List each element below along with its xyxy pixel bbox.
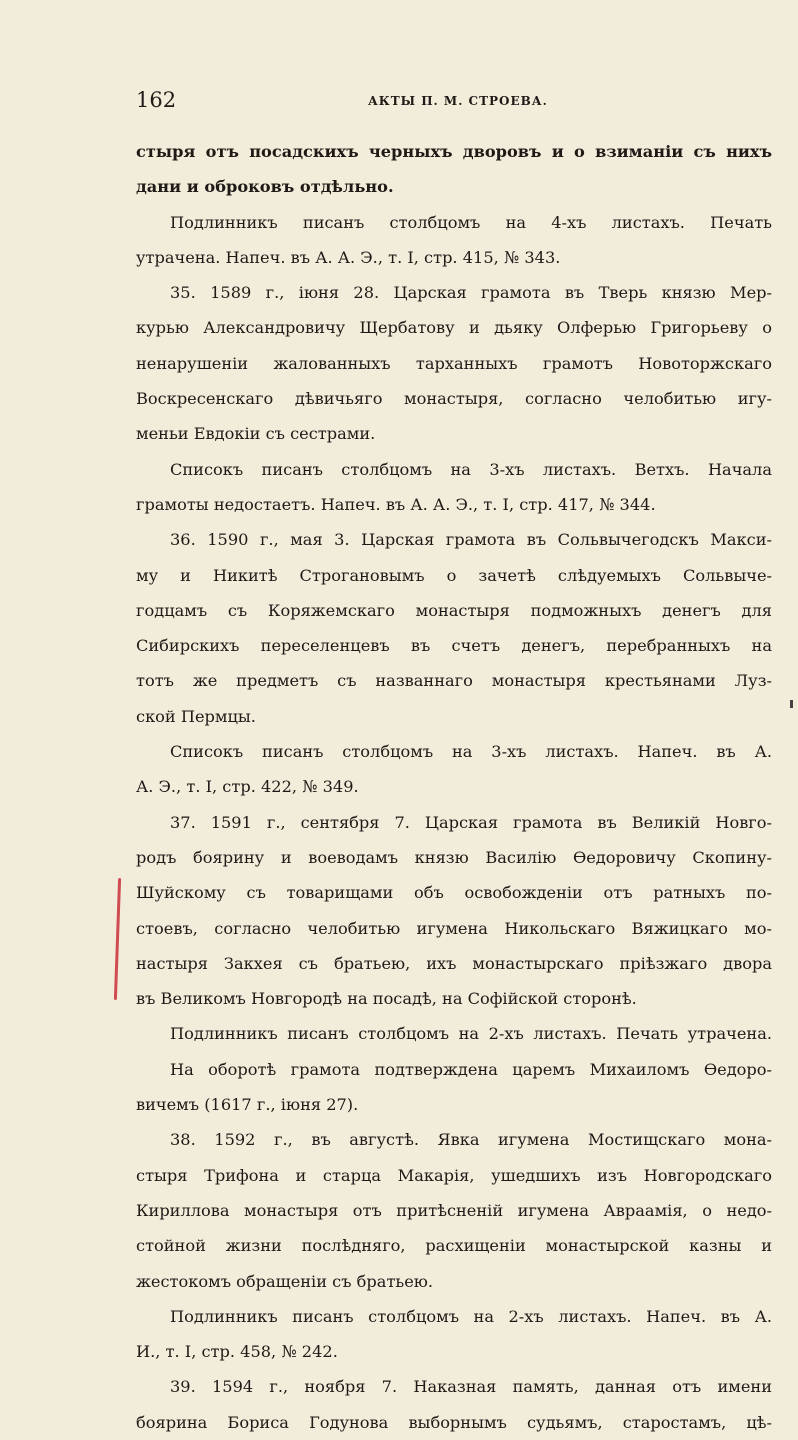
text-line: 35. 1589 г., іюня 28. Царская грамота въ Тверь князю Мер- — [170, 283, 772, 303]
text-line: меньи Евдокіи съ сестрами. — [136, 424, 376, 444]
running-head: АКТЫ П. М. СТРОЕВА. — [368, 94, 548, 108]
text-line: въ Великомъ Новгородѣ на посадѣ, на Софійской сторонѣ. — [136, 989, 637, 1009]
text-line: грамоты недостаетъ. Напеч. въ А. А. Э., т. I, стр. 417, № 344. — [136, 494, 656, 514]
margin-dot — [790, 700, 793, 708]
text-line: курью Александровичу Щербатову и дьяку Олферью Григорьеву о — [136, 318, 772, 338]
text-line: И., т. I, стр. 458, № 242. — [136, 1342, 338, 1362]
text-line: 37. 1591 г., сентября 7. Царская грамота въ Великій Новго- — [170, 812, 772, 832]
text-line: стыря Трифона и старца Макарія, ушедшихъ изъ Новгородскаго — [136, 1165, 772, 1185]
text-line: стоевъ, согласно челобитью игумена Никольскаго Вяжицкаго мо- — [136, 918, 772, 938]
text-line: На оборотѣ грамота подтверждена царемъ Михаиломъ Ѳедоро- — [170, 1059, 772, 1079]
text-line: Шуйскому съ товарищами объ освобожденіи отъ ратныхъ по- — [136, 883, 772, 903]
text-line: стыря отъ посадскихъ черныхъ дворовъ и о взиманіи съ нихъ — [136, 142, 772, 161]
text-line: А. Э., т. I, стр. 422, № 349. — [136, 777, 359, 797]
text-line: Подлинникъ писанъ столбцомъ на 2-хъ листахъ. Напеч. въ А. — [170, 1306, 772, 1326]
text-line: жестокомъ обращеніи съ братьею. — [136, 1271, 434, 1291]
text-line: Подлинникъ писанъ столбцомъ на 2-хъ листахъ. Печать утрачена. — [170, 1024, 772, 1044]
text-line: Списокъ писанъ столбцомъ на 3-хъ листахъ. Ветхъ. Начала — [170, 459, 772, 479]
text-line: утрачена. Напеч. въ А. А. Э., т. I, стр. 415, № 343. — [136, 247, 561, 267]
text-line: 36. 1590 г., мая 3. Царская грамота въ Сольвычегодскъ Макси- — [170, 530, 772, 550]
text-line: Подлинникъ писанъ столбцомъ на 4-хъ листахъ. Печать — [170, 212, 772, 232]
body-text — [136, 134, 772, 1440]
text-line: му и Никитѣ Строгановымъ о зачетѣ слѣдуемыхъ Сольвыче- — [136, 565, 772, 585]
text-line: ской Пермцы. — [136, 706, 256, 726]
text-line: дани и оброковъ отдѣльно. — [136, 177, 394, 197]
text-line: родъ боярину и воеводамъ князю Василію Ѳедоровичу Скопину- — [136, 847, 772, 867]
text-line: 39. 1594 г., ноября 7. Наказная память, данная отъ имени — [170, 1377, 772, 1397]
page-header — [136, 88, 776, 118]
text-line: боярина Бориса Годунова выборнымъ судьямъ, старостамъ, цѣ- — [136, 1412, 772, 1432]
text-line: Воскресенскаго дѣвичьяго монастыря, согласно челобитью игу- — [136, 389, 772, 409]
page-number: 162 — [136, 88, 177, 112]
margin-pencil-mark — [114, 878, 121, 1000]
text-line: ненарушеніи жалованныхъ тарханныхъ грамотъ Новоторжскаго — [136, 353, 772, 373]
text-line: вичемъ (1617 г., іюня 27). — [136, 1095, 359, 1115]
text-line: 38. 1592 г., въ августѣ. Явка игумена Мостищскаго мона- — [170, 1130, 772, 1150]
text-line: годцамъ съ Коряжемскаго монастыря подможныхъ денегъ для — [136, 600, 772, 620]
text-line: Сибирскихъ переселенцевъ въ счетъ денегъ, перебранныхъ на — [136, 636, 772, 656]
text-line: тотъ же предметъ съ названнаго монастыря крестьянами Луз- — [136, 671, 772, 691]
text-line: стойной жизни послѣдняго, расхищеніи монастырской казны и — [136, 1236, 772, 1256]
text-line: настыря Закхея съ братьею, ихъ монастырскаго пріѣзжаго двора — [136, 953, 772, 973]
text-line: Кириллова монастыря отъ притѣсненій игумена Авраамія, о недо- — [136, 1200, 772, 1220]
text-line: Списокъ писанъ столбцомъ на 3-хъ листахъ. Напеч. въ А. — [170, 742, 772, 762]
